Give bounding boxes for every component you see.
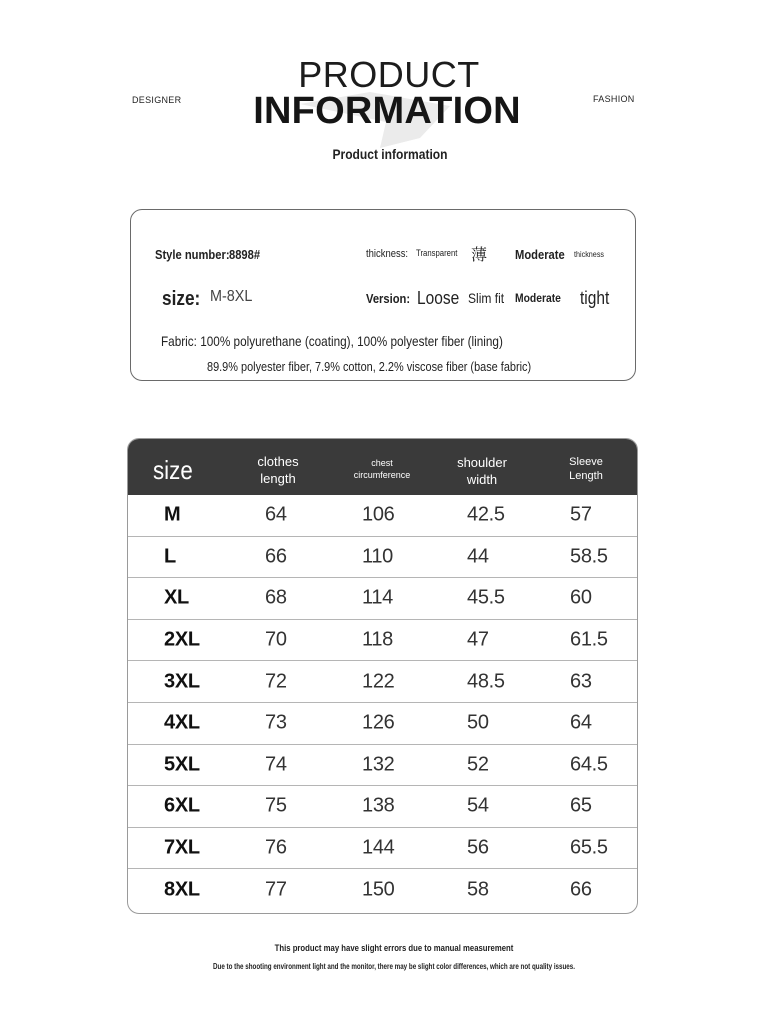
row-shoulder: 44 xyxy=(467,545,489,568)
row-size: 6XL xyxy=(164,794,200,817)
size-range-value: M-8XL xyxy=(210,288,253,305)
title-information: INFORMATION xyxy=(253,90,521,132)
subtitle: Product information xyxy=(332,146,448,162)
header-sleeve-length xyxy=(546,455,626,484)
footer-note-color: Due to the shooting environment light and the monitor, there may be slight color differences, which are not quality issues. xyxy=(213,962,575,971)
row-sleeve: 66 xyxy=(570,878,592,901)
size-table xyxy=(127,438,638,914)
table-row xyxy=(128,537,637,579)
row-clothes-length: 66 xyxy=(265,545,287,568)
table-row xyxy=(128,869,637,911)
row-sleeve: 61.5 xyxy=(570,628,608,651)
row-sleeve: 60 xyxy=(570,586,592,609)
row-chest: 150 xyxy=(362,878,395,901)
thickness-option-thickness: thickness xyxy=(574,250,605,259)
table-row xyxy=(128,828,637,870)
row-size: 4XL xyxy=(164,711,200,734)
version-option-slim-fit: Slim fit xyxy=(468,290,505,306)
header-shoulder-width xyxy=(442,455,522,489)
fabric-line-1: Fabric: 100% polyurethane (coating), 100% polyester fiber (lining) xyxy=(161,333,503,349)
header-shoulder-line2: width xyxy=(466,471,498,487)
row-shoulder: 54 xyxy=(467,794,489,817)
row-shoulder: 42.5 xyxy=(467,503,505,526)
version-option-moderate: Moderate xyxy=(515,291,561,305)
header-clothes-length-line1: clothes xyxy=(257,454,299,469)
row-sleeve: 64.5 xyxy=(570,753,608,776)
version-option-loose: Loose xyxy=(417,288,460,308)
row-chest: 122 xyxy=(362,670,395,693)
row-clothes-length: 74 xyxy=(265,753,287,776)
header-chest-line1: chest xyxy=(371,458,393,468)
thickness-option-transparent: Transparent xyxy=(416,248,458,258)
table-row xyxy=(128,661,637,703)
row-shoulder: 47 xyxy=(467,628,489,651)
designer-label: DESIGNER xyxy=(132,95,182,105)
table-row xyxy=(128,620,637,662)
row-clothes-length: 68 xyxy=(265,586,287,609)
thickness-option-moderate: Moderate xyxy=(515,247,565,262)
table-row xyxy=(128,786,637,828)
row-clothes-length: 70 xyxy=(265,628,287,651)
row-shoulder: 45.5 xyxy=(467,586,505,609)
header-sleeve-line1: Sleeve xyxy=(569,456,603,468)
row-size: 2XL xyxy=(164,628,200,651)
row-sleeve: 57 xyxy=(570,503,592,526)
header-sleeve-line2: Length xyxy=(569,470,603,483)
row-chest: 114 xyxy=(362,586,393,609)
row-shoulder: 50 xyxy=(467,711,489,734)
row-size: XL xyxy=(164,586,189,609)
header-shoulder-line1: shoulder xyxy=(457,455,507,470)
header-chest xyxy=(332,458,432,481)
table-row xyxy=(128,703,637,745)
fabric-line-2: 89.9% polyester fiber, 7.9% cotton, 2.2% viscose fiber (base fabric) xyxy=(207,359,532,374)
fashion-label: FASHION xyxy=(593,94,635,104)
header-clothes-length-line2: length xyxy=(260,470,296,486)
header-clothes-length xyxy=(238,454,318,488)
row-shoulder: 56 xyxy=(467,836,489,859)
row-chest: 138 xyxy=(362,794,395,817)
thickness-label: thickness: xyxy=(366,248,409,260)
table-row xyxy=(128,745,637,787)
row-clothes-length: 64 xyxy=(265,503,287,526)
size-label: size: xyxy=(162,288,201,310)
row-size: 5XL xyxy=(164,753,200,776)
row-size: L xyxy=(164,545,176,568)
style-number-value: 8898# xyxy=(229,247,261,262)
table-row xyxy=(128,578,637,620)
row-chest: 132 xyxy=(362,753,395,776)
row-clothes-length: 77 xyxy=(265,878,287,901)
footer-note-measurement: This product may have slight errors due to manual measurement xyxy=(274,943,514,953)
row-size: 8XL xyxy=(164,878,200,901)
row-clothes-length: 73 xyxy=(265,711,287,734)
thickness-option-thin: 薄 xyxy=(471,247,488,264)
row-chest: 118 xyxy=(362,628,393,651)
row-sleeve: 65 xyxy=(570,794,592,817)
row-sleeve: 63 xyxy=(570,670,592,693)
size-table-header xyxy=(128,439,637,495)
row-sleeve: 58.5 xyxy=(570,545,608,568)
version-option-tight: tight xyxy=(580,288,610,308)
row-chest: 126 xyxy=(362,711,395,734)
row-sleeve: 64 xyxy=(570,711,592,734)
row-shoulder: 52 xyxy=(467,753,489,776)
row-chest: 144 xyxy=(362,836,395,859)
style-number-label: Style number: xyxy=(155,247,230,262)
row-clothes-length: 75 xyxy=(265,794,287,817)
row-size: M xyxy=(164,503,181,526)
row-shoulder: 48.5 xyxy=(467,670,505,693)
version-label: Version: xyxy=(366,291,411,306)
row-shoulder: 58 xyxy=(467,878,489,901)
title-product: PRODUCT xyxy=(298,54,480,95)
header-size: size xyxy=(153,455,193,485)
row-chest: 106 xyxy=(362,503,395,526)
row-size: 7XL xyxy=(164,836,200,859)
header-chest-line2: circumference xyxy=(353,469,411,480)
row-size: 3XL xyxy=(164,670,200,693)
row-clothes-length: 76 xyxy=(265,836,287,859)
row-clothes-length: 72 xyxy=(265,670,287,693)
row-chest: 110 xyxy=(362,545,393,568)
table-row xyxy=(128,495,637,537)
row-sleeve: 65.5 xyxy=(570,836,608,859)
